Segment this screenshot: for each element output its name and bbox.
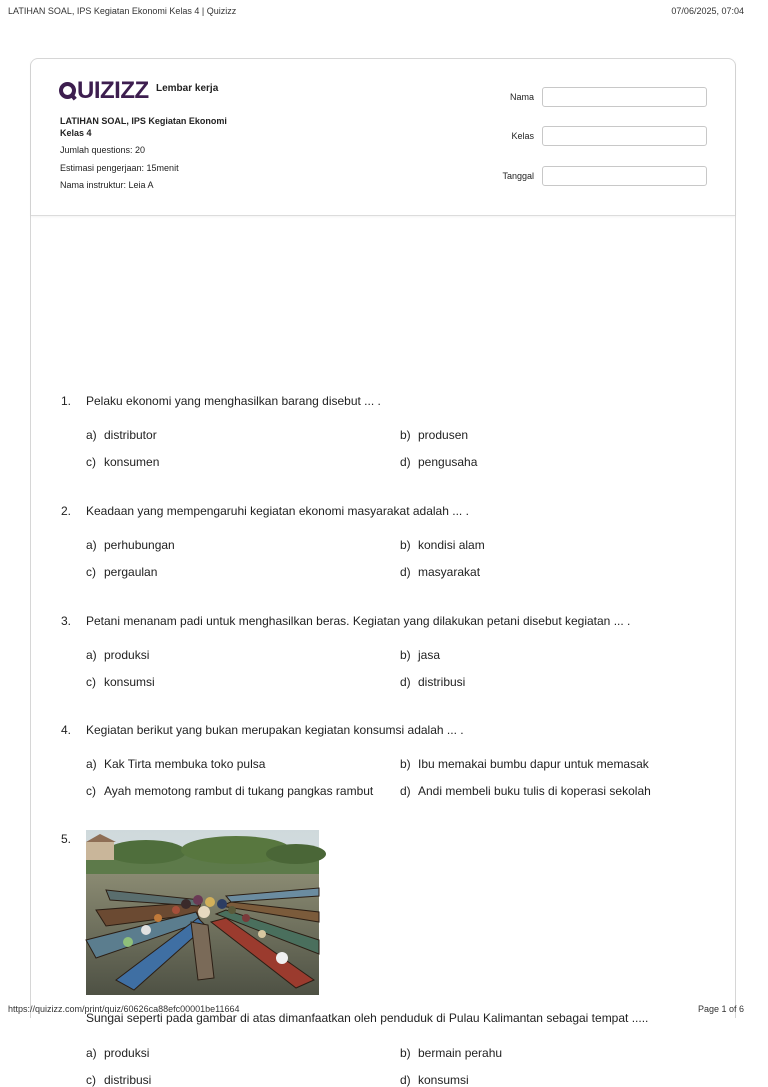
option-d: d) masyarakat <box>400 565 481 579</box>
questions-count: Jumlah questions: 20 <box>60 145 146 155</box>
worksheet-header <box>31 59 735 216</box>
option-c: c) konsumsi <box>86 675 155 689</box>
print-title: LATIHAN SOAL, IPS Kegiatan Ekonomi Kelas 4 | Quizizz <box>8 6 237 16</box>
floating-market-image <box>86 830 319 995</box>
class-row <box>484 126 707 146</box>
question-text: Sungai seperti pada gambar di atas dimanfaatkan oleh penduduk di Pulau Kalimantan sebagai tempat ..... <box>86 1011 649 1025</box>
print-url[interactable]: https://quizizz.com/print/quiz/60626ca88efc00001be11664 <box>8 1004 240 1014</box>
option-a: a) perhubungan <box>86 538 175 552</box>
floating-market-photo <box>86 830 319 995</box>
option-b: b) jasa <box>400 648 441 662</box>
option-d: d) konsumsi <box>400 1073 469 1087</box>
estimate-time: Estimasi pengerjaan: 15menit <box>60 163 179 173</box>
question-number: 3. <box>61 614 72 628</box>
option-c: c) Ayah memotong rambut di tukang pangkas rambut <box>86 784 374 798</box>
print-datetime: 07/06/2025, 07:04 <box>671 6 744 16</box>
option-b: b) bermain perahu <box>400 1046 503 1060</box>
option-c: c) pergaulan <box>86 565 158 579</box>
option-a: a) distributor <box>86 428 157 442</box>
option-c: c) distribusi <box>86 1073 152 1087</box>
option-a: a) Kak Tirta membuka toko pulsa <box>86 757 266 771</box>
option-a: a) produksi <box>86 1046 150 1060</box>
question-number: 1. <box>61 394 72 408</box>
quizizz-logo: UIZIZZ <box>59 77 149 105</box>
question-text: Keadaan yang mempengaruhi kegiatan ekonomi masyarakat adalah ... . <box>86 504 469 518</box>
question-text: Pelaku ekonomi yang menghasilkan barang disebut ... . <box>86 394 381 408</box>
print-header <box>8 6 744 16</box>
name-row <box>484 87 707 107</box>
class-label: Kelas <box>511 131 534 141</box>
option-b: b) kondisi alam <box>400 538 485 552</box>
question-text: Kegiatan berikut yang bukan merupakan kegiatan konsumsi adalah ... . <box>86 723 464 737</box>
question-number: 4. <box>61 723 72 737</box>
option-d: d) Andi membeli buku tulis di koperasi sekolah <box>400 784 651 798</box>
question-text: Petani menanam padi untuk menghasilkan beras. Kegiatan yang dilakukan petani disebut kegiatan ... . <box>86 614 631 628</box>
quiz-title: LATIHAN SOAL, IPS Kegiatan Ekonomi Kelas 4 <box>60 116 227 138</box>
option-b: b) produsen <box>400 428 469 442</box>
question-number: 2. <box>61 504 72 518</box>
worksheet <box>30 58 736 1087</box>
date-field[interactable] <box>542 166 707 186</box>
option-c: c) konsumen <box>86 455 160 469</box>
option-b: b) Ibu memakai bumbu dapur untuk memasak <box>400 757 649 771</box>
option-d: d) pengusaha <box>400 455 478 469</box>
question-number: 5. <box>61 832 72 846</box>
print-footer <box>8 1004 744 1014</box>
sheet-type: Lembar kerja <box>156 83 219 94</box>
instructor-name: Nama instruktur: Leia A <box>60 180 154 190</box>
logo-q-icon <box>59 82 76 99</box>
date-label: Tanggal <box>502 171 534 181</box>
class-field[interactable] <box>542 126 707 146</box>
date-row <box>484 166 707 186</box>
name-label: Nama <box>509 92 534 102</box>
name-field[interactable] <box>542 87 707 107</box>
option-d: d) distribusi <box>400 675 466 689</box>
option-a: a) produksi <box>86 648 150 662</box>
page-number: Page 1 of 6 <box>697 1004 744 1014</box>
